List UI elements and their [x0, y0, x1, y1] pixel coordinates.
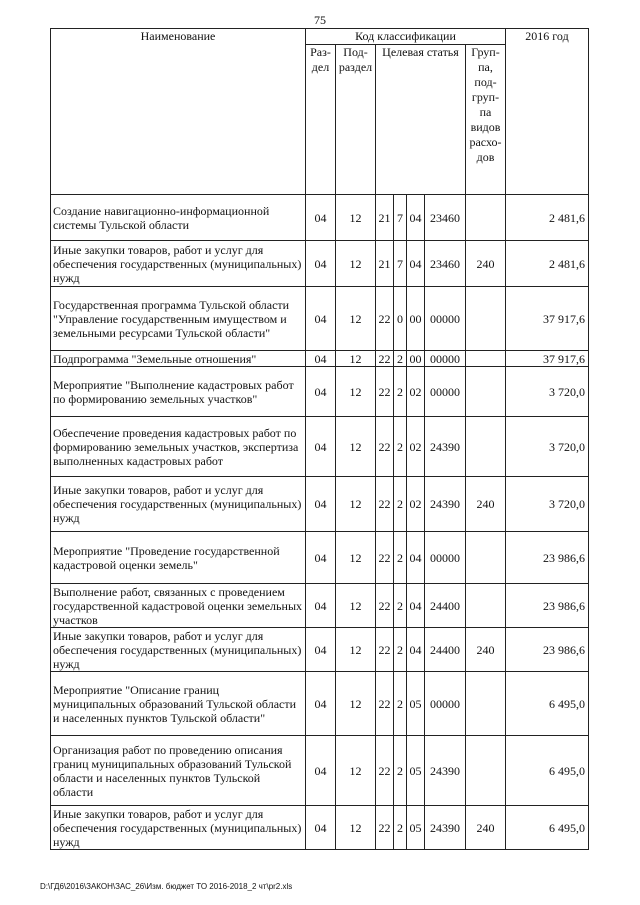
table-row — [51, 367, 589, 417]
row-podrazdel: 12 — [336, 672, 376, 736]
row-target-event: 04 — [407, 532, 425, 584]
row-name: Подпрограмма "Земельные отношения" — [51, 351, 306, 367]
row-group — [466, 584, 506, 628]
row-amount: 3 720,0 — [506, 477, 589, 532]
header-classification: Код классификации — [306, 29, 506, 45]
row-name: Государственная программа Тульской области "Управление государственным имуществом и земельными ресурсами Тульской области" — [51, 287, 306, 351]
table-row — [51, 351, 589, 367]
row-razdel: 04 — [306, 736, 336, 806]
table-row — [51, 241, 589, 287]
row-target-direction: 24390 — [425, 477, 466, 532]
row-amount: 23 986,6 — [506, 628, 589, 672]
row-podrazdel: 12 — [336, 241, 376, 287]
row-group — [466, 351, 506, 367]
row-target-event: 02 — [407, 367, 425, 417]
row-target-event: 04 — [407, 241, 425, 287]
row-group — [466, 195, 506, 241]
row-amount: 37 917,6 — [506, 287, 589, 351]
row-podrazdel: 12 — [336, 417, 376, 477]
row-group — [466, 672, 506, 736]
row-razdel: 04 — [306, 532, 336, 584]
row-target-subprogram: 2 — [394, 351, 407, 367]
row-podrazdel: 12 — [336, 195, 376, 241]
row-target-subprogram: 2 — [394, 417, 407, 477]
row-target-program: 22 — [376, 367, 394, 417]
row-target-direction: 24390 — [425, 806, 466, 850]
row-group: 240 — [466, 477, 506, 532]
row-amount: 2 481,6 — [506, 241, 589, 287]
table-row — [51, 806, 589, 850]
row-target-direction: 00000 — [425, 672, 466, 736]
header-razdel: Раз- дел — [306, 45, 336, 195]
row-razdel: 04 — [306, 477, 336, 532]
row-name: Создание навигационно-информационной системы Тульской области — [51, 195, 306, 241]
row-razdel: 04 — [306, 241, 336, 287]
row-target-program: 22 — [376, 806, 394, 850]
header-name: Наименование — [51, 29, 306, 195]
page-number: 75 — [314, 13, 326, 27]
header-target: Целевая статья — [376, 45, 466, 195]
row-target-direction: 00000 — [425, 287, 466, 351]
row-podrazdel: 12 — [336, 628, 376, 672]
row-target-program: 22 — [376, 287, 394, 351]
row-target-direction: 00000 — [425, 532, 466, 584]
row-name: Мероприятие "Выполнение кадастровых работ по формированию земельных участков" — [51, 367, 306, 417]
row-name: Мероприятие "Проведение государственной кадастровой оценки земель" — [51, 532, 306, 584]
row-razdel: 04 — [306, 628, 336, 672]
row-razdel: 04 — [306, 351, 336, 367]
row-target-program: 22 — [376, 532, 394, 584]
row-podrazdel: 12 — [336, 367, 376, 417]
row-target-event: 04 — [407, 584, 425, 628]
row-target-event: 05 — [407, 806, 425, 850]
row-razdel: 04 — [306, 195, 336, 241]
row-name: Организация работ по проведению описания границ муниципальных образований Тульской области и населенных пунктов Тульской области — [51, 736, 306, 806]
row-target-subprogram: 2 — [394, 367, 407, 417]
row-target-event: 02 — [407, 417, 425, 477]
budget-table — [50, 28, 589, 850]
row-target-subprogram: 0 — [394, 287, 407, 351]
row-podrazdel: 12 — [336, 584, 376, 628]
table-row — [51, 736, 589, 806]
header-group: Груп- па, под- груп- па видов расхо- дов — [466, 45, 506, 195]
row-target-subprogram: 2 — [394, 532, 407, 584]
row-target-subprogram: 2 — [394, 806, 407, 850]
row-name: Иные закупки товаров, работ и услуг для обеспечения государственных (муниципальных) нужд — [51, 241, 306, 287]
row-target-direction: 24390 — [425, 736, 466, 806]
row-target-event: 04 — [407, 628, 425, 672]
row-group — [466, 736, 506, 806]
row-razdel: 04 — [306, 806, 336, 850]
row-target-event: 05 — [407, 736, 425, 806]
row-name: Иные закупки товаров, работ и услуг для обеспечения государственных (муниципальных) нужд — [51, 628, 306, 672]
row-amount: 6 495,0 — [506, 736, 589, 806]
row-amount: 3 720,0 — [506, 367, 589, 417]
row-target-event: 00 — [407, 287, 425, 351]
row-group — [466, 532, 506, 584]
row-target-subprogram: 7 — [394, 241, 407, 287]
table-row — [51, 672, 589, 736]
row-target-direction: 24390 — [425, 417, 466, 477]
row-name: Иные закупки товаров, работ и услуг для обеспечения государственных (муниципальных) нужд — [51, 477, 306, 532]
row-target-program: 22 — [376, 584, 394, 628]
row-target-program: 22 — [376, 736, 394, 806]
table-row — [51, 477, 589, 532]
row-razdel: 04 — [306, 417, 336, 477]
row-razdel: 04 — [306, 584, 336, 628]
row-target-subprogram: 2 — [394, 736, 407, 806]
row-target-program: 22 — [376, 477, 394, 532]
row-amount: 6 495,0 — [506, 806, 589, 850]
row-group — [466, 367, 506, 417]
table-row — [51, 532, 589, 584]
row-target-subprogram: 7 — [394, 195, 407, 241]
row-target-program: 22 — [376, 628, 394, 672]
row-group: 240 — [466, 628, 506, 672]
row-podrazdel: 12 — [336, 736, 376, 806]
row-podrazdel: 12 — [336, 351, 376, 367]
row-amount: 37 917,6 — [506, 351, 589, 367]
row-amount: 2 481,6 — [506, 195, 589, 241]
row-target-subprogram: 2 — [394, 584, 407, 628]
row-podrazdel: 12 — [336, 477, 376, 532]
row-target-subprogram: 2 — [394, 628, 407, 672]
row-group: 240 — [466, 806, 506, 850]
row-podrazdel: 12 — [336, 532, 376, 584]
row-target-program: 22 — [376, 351, 394, 367]
row-name: Мероприятие "Описание границ муниципальных образований Тульской области и населенных пунктов Тульской области" — [51, 672, 306, 736]
row-razdel: 04 — [306, 287, 336, 351]
table-row — [51, 417, 589, 477]
row-target-event: 02 — [407, 477, 425, 532]
table-row — [51, 195, 589, 241]
row-target-direction: 23460 — [425, 195, 466, 241]
row-target-direction: 00000 — [425, 351, 466, 367]
row-amount: 23 986,6 — [506, 532, 589, 584]
row-target-direction: 24400 — [425, 628, 466, 672]
row-target-subprogram: 2 — [394, 672, 407, 736]
row-amount: 3 720,0 — [506, 417, 589, 477]
row-group: 240 — [466, 241, 506, 287]
row-razdel: 04 — [306, 367, 336, 417]
row-name: Иные закупки товаров, работ и услуг для обеспечения государственных (муниципальных) нужд — [51, 806, 306, 850]
row-target-event: 00 — [407, 351, 425, 367]
file-path-footer: D:\ГД6\2016\ЗАКОН\ЗАС_26\Изм. бюджет ТО 2016-2018_2 чт\pr2.xls — [40, 882, 293, 891]
header-podrazdel: Под- раздел — [336, 45, 376, 195]
row-target-program: 22 — [376, 672, 394, 736]
row-amount: 6 495,0 — [506, 672, 589, 736]
table-row — [51, 628, 589, 672]
row-target-direction: 24400 — [425, 584, 466, 628]
row-target-event: 05 — [407, 672, 425, 736]
row-target-program: 21 — [376, 241, 394, 287]
row-amount: 23 986,6 — [506, 584, 589, 628]
row-target-direction: 23460 — [425, 241, 466, 287]
row-name: Обеспечение проведения кадастровых работ по формированию земельных участков, экспертиза выполненных кадастровых работ — [51, 417, 306, 477]
row-target-subprogram: 2 — [394, 477, 407, 532]
table-row — [51, 287, 589, 351]
row-name: Выполнение работ, связанных с проведением государственной кадастровой оценки земельных участков — [51, 584, 306, 628]
table-row — [51, 584, 589, 628]
row-target-event: 04 — [407, 195, 425, 241]
row-razdel: 04 — [306, 672, 336, 736]
row-podrazdel: 12 — [336, 287, 376, 351]
row-group — [466, 287, 506, 351]
row-target-program: 22 — [376, 417, 394, 477]
header-year: 2016 год — [506, 29, 589, 195]
row-target-program: 21 — [376, 195, 394, 241]
row-group — [466, 417, 506, 477]
row-target-direction: 00000 — [425, 367, 466, 417]
row-podrazdel: 12 — [336, 806, 376, 850]
